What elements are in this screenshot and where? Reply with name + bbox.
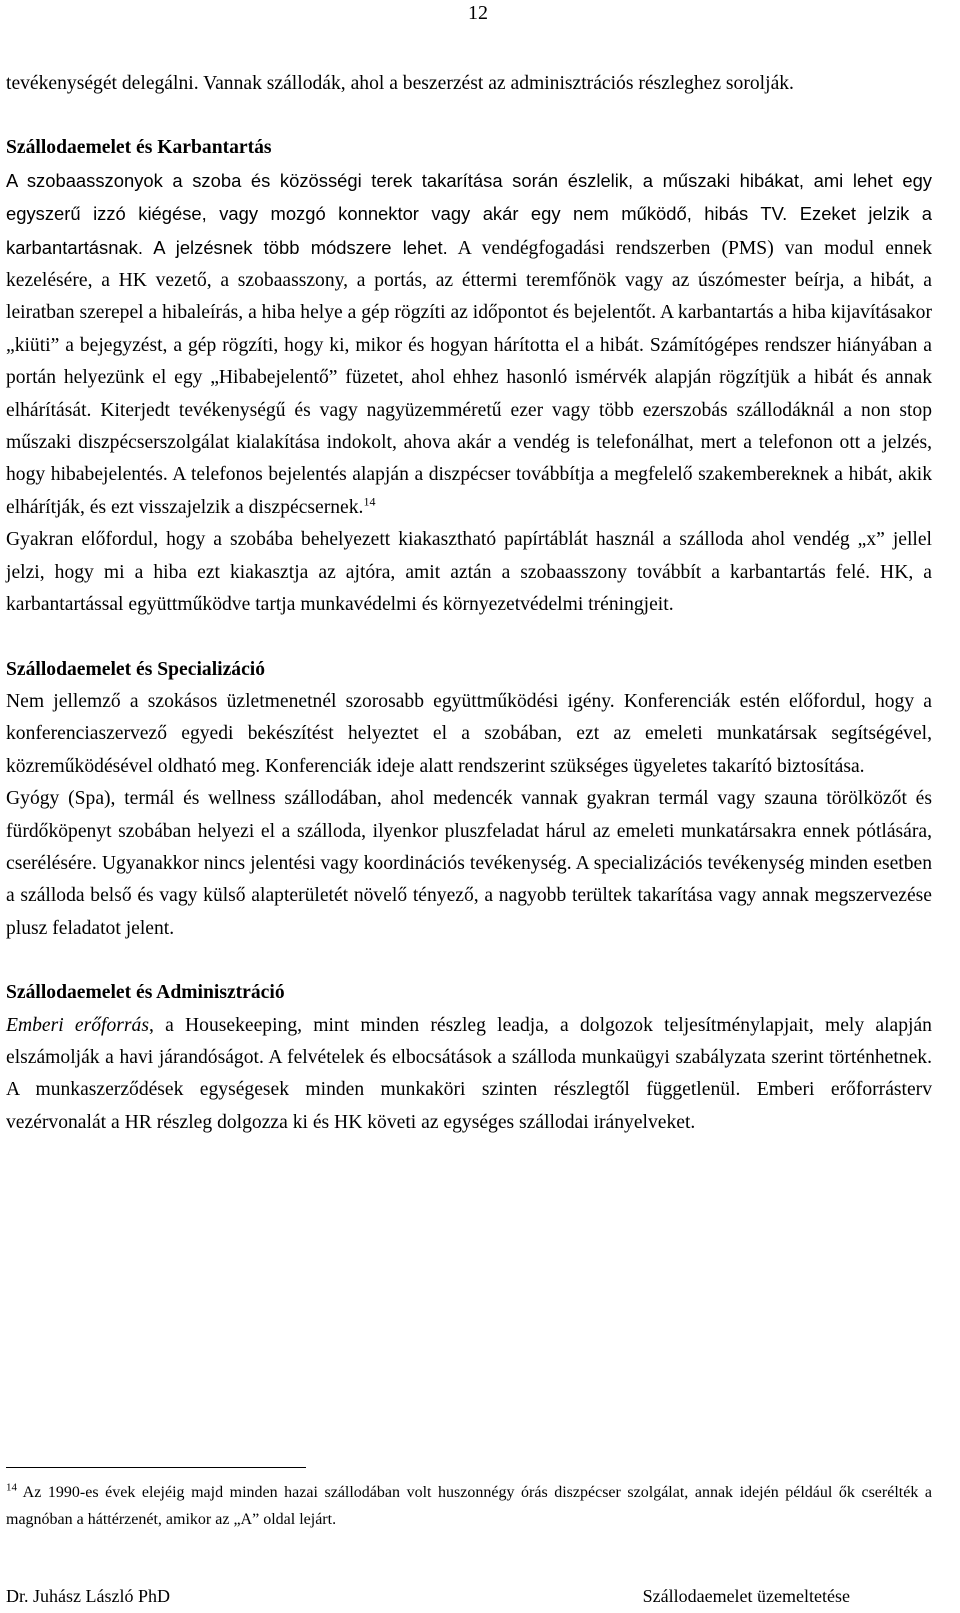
paragraph-text: A vendégfogadási rendszerben (PMS) van modul ennek kezelésére, a HK vezető, a szobaasszony, a portás, az éttermi teremfőnök vagy az úszómester beírja, a hibát, a leiratban szerepel a hibaleírás, a hiba helye a gép rögzíti az időpontot és bejelentőt. A karbantartás a hiba kijavításakor „kiüti” a bejegyzést, a gép rögzíti, hogy ki, mikor és hogyan hárította el a hibát. Számítógépes rendszer hiányában a portán helyezünk el egy „Hibabejelentő” füzetet, ahol ehhez hasonló ismérvék alapján rögzítjük a hibát és annak elhárítását. Kiterjedt tevékenységű és vagy nagyüzemméretű ezer vagy több ezerszobás szállodáknál a non stop műszaki diszpécserszolgálat kialakítása indokolt, ahova akár a vendég is telefonálhat, mert a telefonon ott a jelzés, hogy hibabejelentés. A telefonos bejelentés alapján a diszpécser továbbítja a megfelelő szakembereknek a hibát, akik elhárítják, és ezt visszajelzik a diszpécsernek. — [6, 237, 932, 518]
page-number: 12 — [468, 2, 488, 24]
footnote-divider — [6, 1467, 306, 1468]
section-heading-karbantartas: Szállodaemelet és Karbantartás — [6, 137, 272, 159]
section-heading-adminisztracio: Szállodaemelet és Adminisztráció — [6, 982, 285, 1004]
paragraph-specializacio-2: Gyógy (Spa), termál és wellness szállodában, ahol medencék vannak gyakran termál vagy szauna törölközőt és fürdőköpenyt szobában helyezi el a szálloda, ilyenkor pluszfeladat hárul az emeleti munkatársakra ennek pótlására, cserélésére. Ugyanakkor nincs jelentési vagy koordinációs tevékenység. A specializációs tevékenység minden esetben a szálloda belső és vagy külső alapterületét növelő tényező, a nagyobb terültek takarítása vagy annak megszervezése plusz feladatot jelent. — [6, 788, 932, 939]
footnote-number: 14 — [6, 1481, 17, 1494]
italic-term: Emberi erőforrás — [6, 1014, 149, 1036]
sans-text-run: A szobaasszonyok a szoba és közösségi terek takarítása során észlelik, a műszaki hibákat, ami lehet egy egyszerű izzó kiégése, vagy mozgó konnektor vagy akár egy nem működő, hibás TV. Ezeket jelzik a karbantartásnak. A jelzésnek több módszere lehet. — [6, 169, 932, 258]
paragraph-adminisztracio — [6, 1010, 932, 1140]
main-text — [6, 68, 932, 1139]
paragraph-specializacio-1: Nem jellemző a szokásos üzletmenetnél szorosabb együttműködési igény. Konferenciák estén előfordul, hogy a konferenciaszervező egyedi bekészítést helyeztet el a szobában, ezt az emeleti munkatársak segítségével, közreműködésével oldható meg. Konferenciák ideje alatt rendszerint szükséges ügyeletes takarító biztosítása. — [6, 690, 932, 777]
footer-title: Szállodaemelet üzemeltetése — [642, 1586, 850, 1606]
footer-author: Dr. Juhász László PhD — [6, 1586, 170, 1606]
paragraph-karbantartas-2: Gyakran előfordul, hogy a szobába behelyezett kiakasztható papírtáblát használ a szálloda ahol vendég „x” jellel jelzi, hogy mi a hiba ezt kiakasztja az ajtóra, amit aztán a szobaasszony továbbít a karbantartás felé. HK, a karbantartással együttműködve tartja munkavédelmi és környezetvédelmi tréningjeit. — [6, 529, 932, 616]
footnote — [6, 1479, 932, 1533]
paragraph-karbantartas-1 — [6, 165, 932, 524]
intro-paragraph: tevékenységét delegálni. Vannak szállodák, ahol a beszerzést az adminisztrációs részleghez sorolják. — [6, 73, 794, 94]
paragraph-text: , a Housekeeping, mint minden részleg leadja, a dolgozok teljesítménylapjait, mely alapján elszámolják a havi járandóságot. A felvételek és elbocsátások a szálloda munkaügyi szabályzata szerint történhetnek. A munkaszerződések egységesek minden munkaköri szinten részlegtől függetlenül. Emberi erőforrásterv vezérvonalát a HR részleg dolgozza ki és HK követi az egységes szállodai irányelveket. — [6, 1014, 932, 1133]
footnote-ref[interactable]: 14 — [363, 494, 376, 509]
footnote-text: Az 1990-es évek elejéig majd minden hazai szállodában volt huszonnégy órás diszpécser szolgálat, annak idején például ők cserélték a magnóban a háttérzenét, amikor az „A” oldal lejárt. — [6, 1484, 932, 1528]
section-heading-specializacio: Szállodaemelet és Specializáció — [6, 658, 266, 680]
